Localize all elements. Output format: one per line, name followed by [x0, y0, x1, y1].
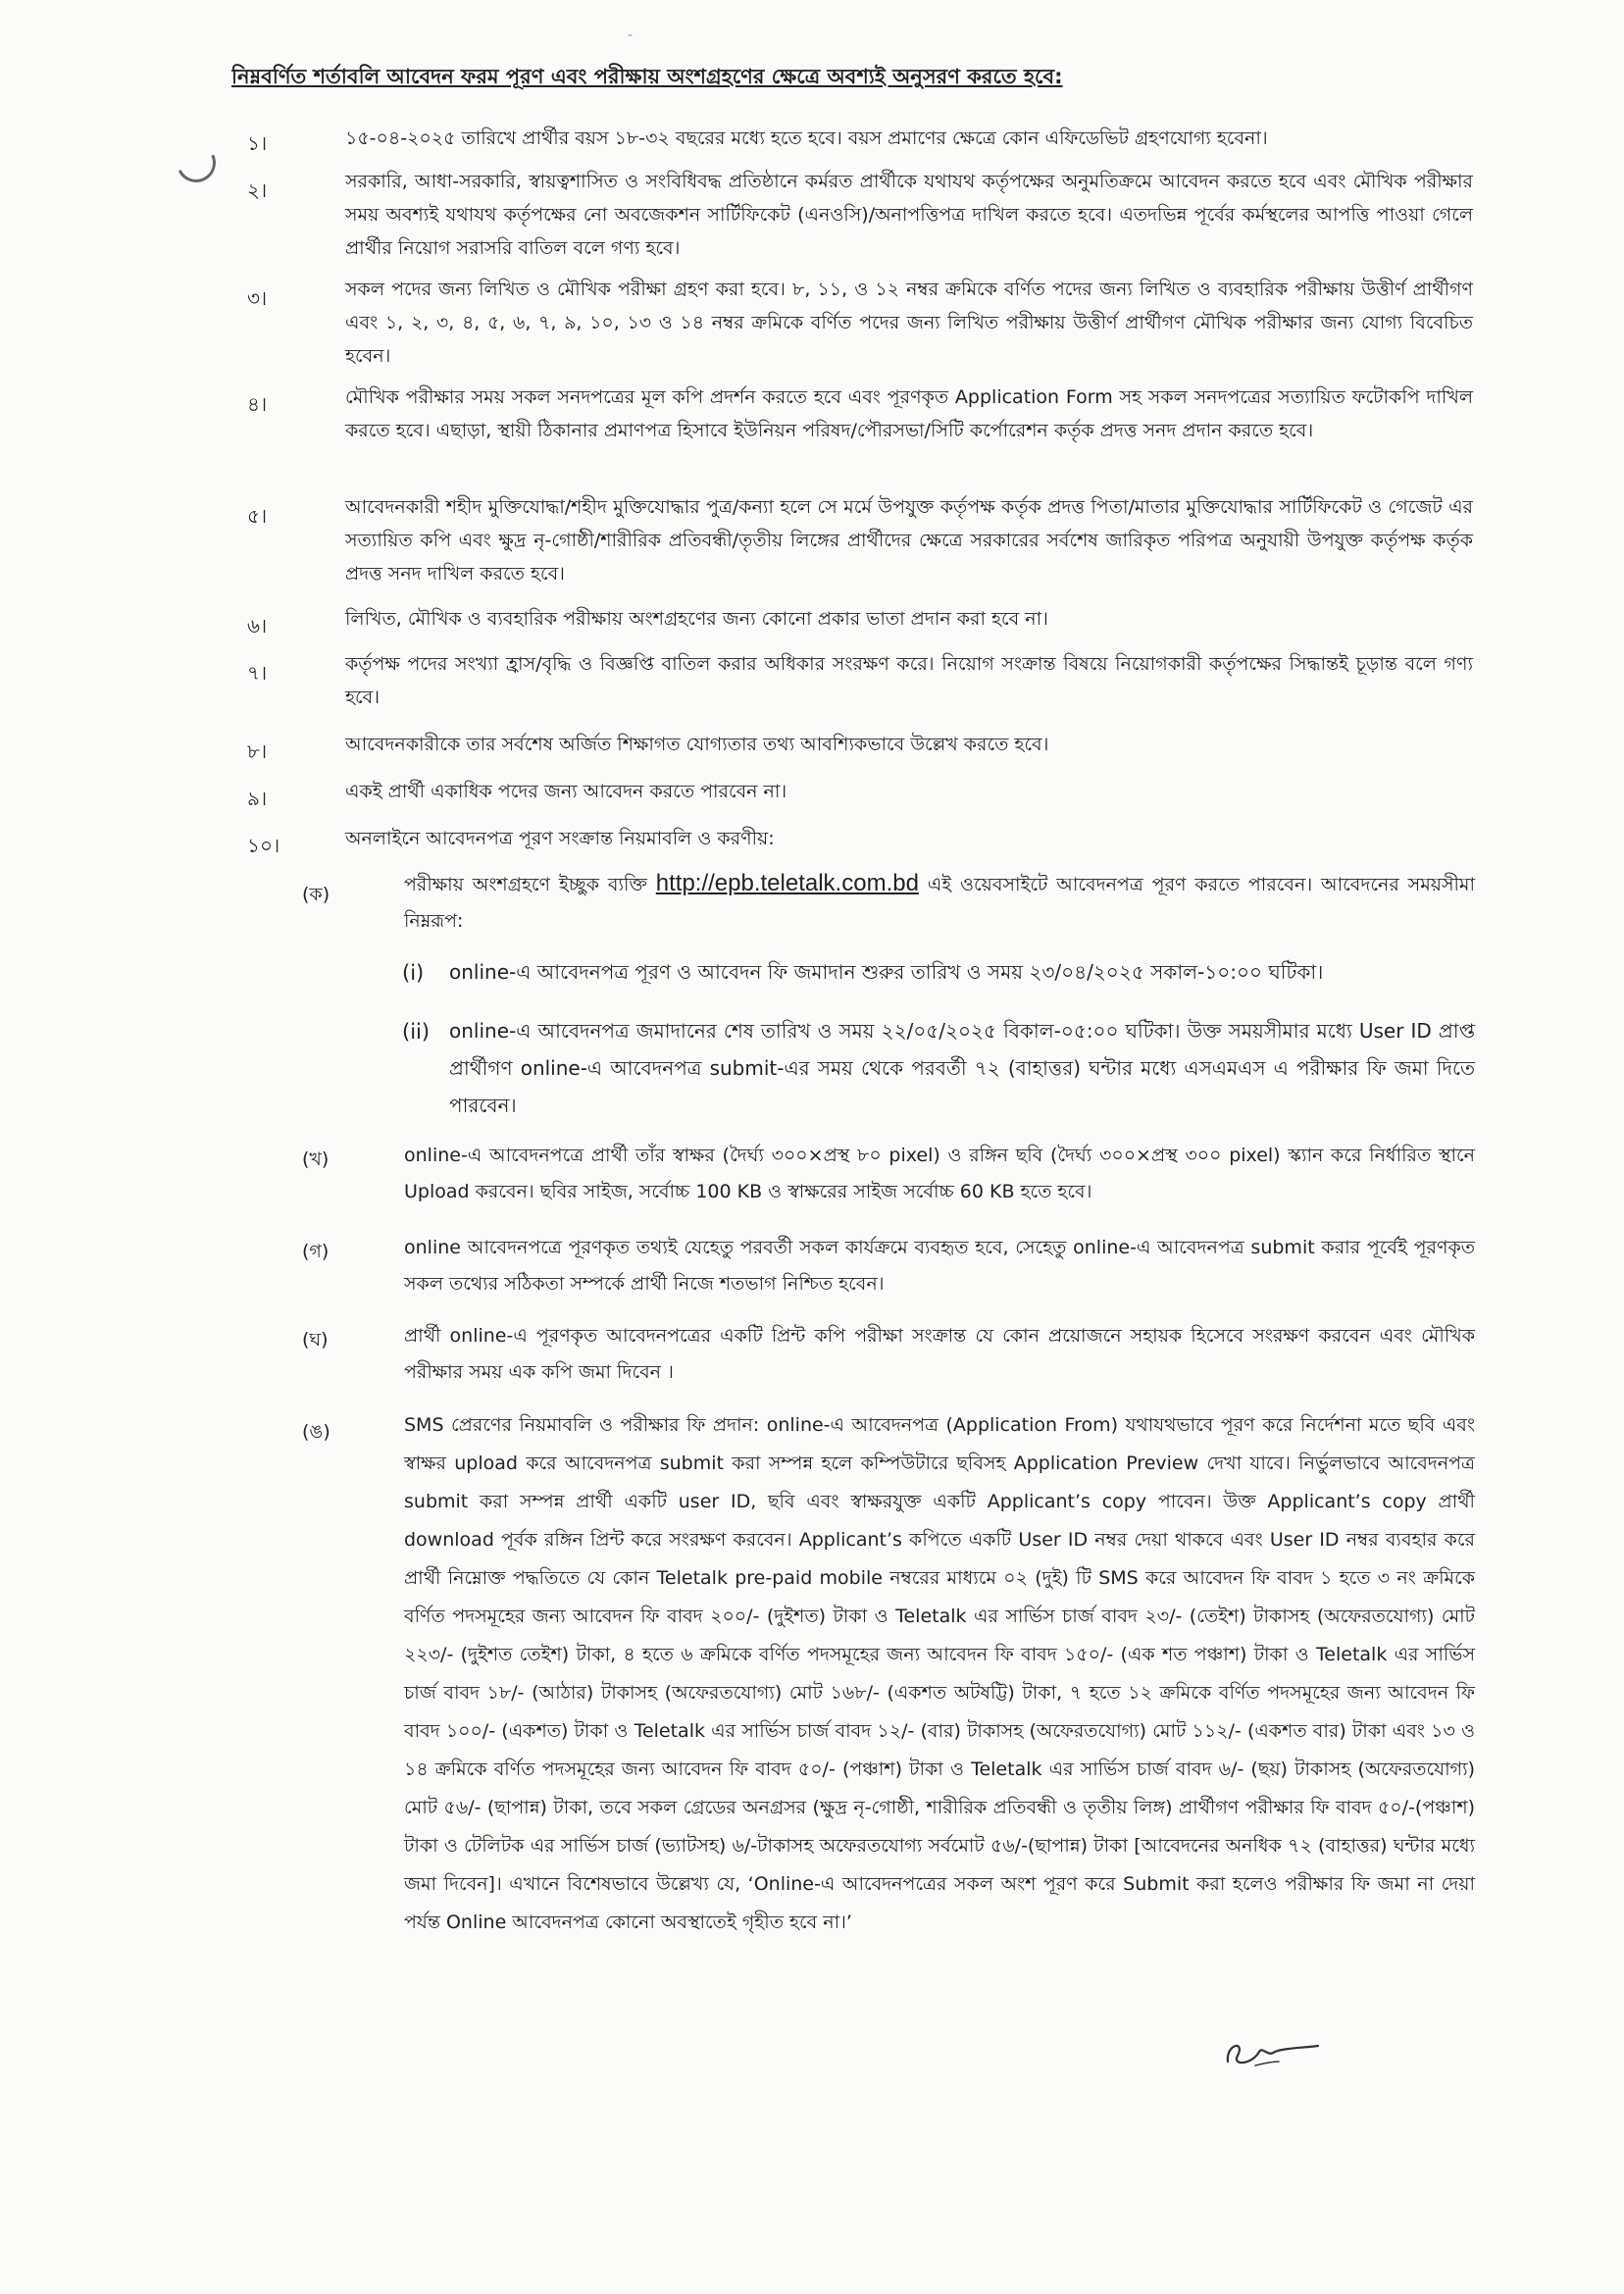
sub-item-label-gha: (ঘ)	[302, 1329, 329, 1351]
item-number-10: ১০।	[247, 834, 280, 857]
item-number-9: ৯।	[247, 787, 268, 810]
punch-hole-mark	[171, 137, 221, 187]
item-text-10: অনলাইনে আবেদনপত্র পূরণ সংক্রান্ত নিয়মাবলি ও করণীয়:	[345, 828, 775, 849]
sub-item-text-ga: online আবেদনপত্রে পূরণকৃত তথ্যই যেহেতু পরবর্তী সকল কার্যক্রমে ব্যবহৃত হবে, সেহেতু online-এ আবেদনপত্র submit করার পূর্বেই পূরণকৃত সকল তথ্যের সঠিকতা সম্পর্কে প্রার্থী নিজে শতভাগ নিশ্চিত হবেন।	[404, 1237, 1475, 1295]
item-text-1: ১৫-০৪-২০২৫ তারিখে প্রার্থীর বয়স ১৮-৩২ বছরের মধ্যে হতে হবে। বয়স প্রমাণের ক্ষেত্রে কোন এফিডেভিট গ্রহণযোগ্য হবেনা।	[345, 127, 1268, 149]
signature-initial-image	[1216, 2022, 1324, 2081]
item-number-5: ৫।	[247, 504, 268, 528]
item-number-6: ৬।	[247, 614, 268, 637]
item-number-3: ৩।	[247, 286, 268, 310]
roman-text-i: online-এ আবেদনপত্র পূরণ ও আবেদন ফি জমাদান শুরুর তারিখ ও সময় ২৩/০৪/২০২৫ সকাল-১০:০০ ঘটিকা।	[449, 960, 1324, 984]
sub-item-ka-before: পরীক্ষায় অংশগ্রহণে ইচ্ছুক ব্যক্তি	[404, 874, 656, 895]
sub-item-text-ka	[404, 865, 1475, 940]
sub-item-text-gha: প্রার্থী online-এ পূরণকৃত আবেদনপত্রের একটি প্রিন্ট কপি পরীক্ষা সংক্রান্ত যে কোন প্রয়োজনে সহায়ক হিসেবে সংরক্ষণ করবেন এবং মৌখিক পরীক্ষার সময় এক কপি জমা দিবেন ।	[404, 1325, 1475, 1383]
roman-text-ii: online-এ আবেদনপত্র জমাদানের শেষ তারিখ ও সময় ২২/০৫/২০২৫ বিকাল-০৫:০০ ঘটিকা। উক্ত সময়সীমার মধ্যে User ID প্রাপ্ত প্রার্থীগণ online-এ আবেদনপত্র submit-এর সময় থেকে পরবর্তী ৭২ (বাহাত্তর) ঘন্টার মধ্যে এসএমএস এ পরীক্ষার ফি জমা দিতে পারবেন।	[449, 1019, 1475, 1117]
item-text-3: সকল পদের জন্য লিখিত ও মৌখিক পরীক্ষা গ্রহণ করা হবে। ৮, ১১, ও ১২ নম্বর ক্রমিকে বর্ণিত পদের জন্য লিখিত ও ব্যবহারিক পরীক্ষায় উত্তীর্ণ প্রার্থীগণ এবং ১, ২, ৩, ৪, ৫, ৬, ৭, ৯, ১০, ১৩ ও ১৪ নম্বর ক্রমিকে বর্ণিত পদের জন্য লিখিত পরীক্ষায় উত্তীর্ণ প্রার্থীগণ মৌখিক পরীক্ষার জন্য যোগ্য বিবেচিত হবেন।	[345, 279, 1473, 367]
item-number-2: ২।	[247, 178, 268, 202]
item-text-2: সরকারি, আধা-সরকারি, স্বায়ত্বশাসিত ও সংবিধিবদ্ধ প্রতিষ্ঠানে কর্মরত প্রার্থীকে যথাযথ কর্তৃপক্ষের অনুমতিক্রমে আবেদন করতে হবে এবং মৌখিক পরীক্ষার সময় অবশ্যই যথাযথ কর্তৃপক্ষের নো অবজেকশন সার্টিফিকেট (এনওসি)/অনাপত্তিপত্র দাখিল করতে হবে। এতদভিন্ন পূর্বের কর্মস্থলের আপত্তি পাওয়া গেলে প্রার্থীর নিয়োগ সরাসরি বাতিল বলে গণ্য হবে।	[345, 171, 1473, 259]
item-text-9: একই প্রার্থী একাধিক পদের জন্য আবেদন করতে পারবেন না।	[345, 781, 787, 802]
item-text-4: মৌখিক পরীক্ষার সময় সকল সনদপত্রের মূল কপি প্রদর্শন করতে হবে এবং পূরণকৃত Application Form সহ সকল সনদপত্রের সত্যায়িত ফটোকপি দাখিল করতে হবে। এছাড়া, স্থায়ী ঠিকানার প্রমাণপত্র হিসাবে ইউনিয়ন পরিষদ/পৌরসভা/সিটি কর্পোরেশন কর্তৃক প্রদত্ত সনদ প্রদান করতে হবে।	[345, 386, 1473, 441]
item-text-6: লিখিত, মৌখিক ও ব্যবহারিক পরীক্ষায় অংশগ্রহণের জন্য কোনো প্রকার ভাতা প্রদান করা হবে না।	[345, 608, 1048, 630]
sub-item-text-kha: online-এ আবেদনপত্রে প্রার্থী তাঁর স্বাক্ষর (দৈর্ঘ্য ৩০০×প্রস্থ ৮০ pixel) ও রঙ্গিন ছবি (দৈর্ঘ্য ৩০০×প্রস্থ ৩০০ pixel) স্ক্যান করে নির্ধারিত স্থানে Upload করবেন। ছবির সাইজ, সর্বোচ্চ 100 KB ও স্বাক্ষরের সাইজ সর্বোচ্চ 60 KB হতে হবে।	[404, 1145, 1475, 1202]
roman-label-ii: (ii)	[402, 1020, 431, 1044]
sub-item-label-kha: (খ)	[302, 1148, 330, 1170]
sub-item-label-ga: (গ)	[302, 1241, 330, 1262]
item-text-8: আবেদনকারীকে তার সর্বশেষ অর্জিত শিক্ষাগত যোগ্যতার তথ্য আবশ্যিকভাবে উল্লেখ করতে হবে।	[345, 734, 1049, 755]
item-text-7: কর্তৃপক্ষ পদের সংখ্যা হ্রাস/বৃদ্ধি ও বিজ্ঞপ্তি বাতিল করার অধিকার সংরক্ষণ করে। নিয়োগ সংক্রান্ত বিষয়ে নিয়োগকারী কর্তৃপক্ষের সিদ্ধান্তই চূড়ান্ত বলে গণ্য হবে।	[345, 653, 1473, 708]
roman-label-i: (i)	[402, 961, 425, 985]
item-number-7: ৭।	[247, 661, 268, 685]
sub-item-label-ka: (ক)	[302, 884, 330, 905]
item-number-1: ১।	[247, 131, 268, 155]
application-website-link[interactable]: http://epb.teletalk.com.bd	[655, 870, 919, 896]
item-number-4: ৪।	[247, 392, 268, 416]
item-number-8: ৮।	[247, 739, 268, 763]
scan-speck: -	[628, 27, 634, 43]
instructions-heading: নিম্নবর্ণিত শর্তাবলি আবেদন ফরম পূরণ এবং পরীক্ষায় অংশগ্রহণের ক্ষেত্রে অবশ্যই অনুসরণ করতে হবে:	[231, 65, 1063, 88]
sub-item-text-uma: SMS প্রেরণের নিয়মাবলি ও পরীক্ষার ফি প্রদান: online-এ আবেদনপত্র (Application From) যথাযথভাবে পূরণ করে নির্দেশনা মতে ছবি এবং স্বাক্ষর upload করে আবেদনপত্র submit করা সম্পন্ন হলে কম্পিউটারে ছবিসহ Application Preview দেখা যাবে। নির্ভুলভাবে আবেদনপত্র submit করা সম্পন্ন প্রার্থী একটি user ID, ছবি এবং স্বাক্ষরযুক্ত একটি Applicant’s copy পাবেন। উক্ত Applicant’s copy প্রার্থী download পূর্বক রঙ্গিন প্রিন্ট করে সংরক্ষণ করবেন। Applicant’s কপিতে একটি User ID নম্বর দেয়া থাকবে এবং User ID নম্বর ব্যবহার করে প্রার্থী নিম্নোক্ত পদ্ধতিতে যে কোন Teletalk pre-paid mobile নম্বরের মাধ্যমে ০২ (দুই) টি SMS করে আবেদন ফি বাবদ ১ হতে ৩ নং ক্রমিকে বর্ণিত পদসমূহের জন্য আবেদন ফি বাবদ ২০০/- (দুইশত) টাকা ও Teletalk এর সার্ভিস চার্জ বাবদ ২৩/- (তেইশ) টাকাসহ (অফেরতযোগ্য) মোট ২২৩/- (দুইশত তেইশ) টাকা, ৪ হতে ৬ ক্রমিকে বর্ণিত পদসমূহের জন্য আবেদন ফি বাবদ ১৫০/- (এক শত পঞ্চাশ) টাকা ও Teletalk এর সার্ভিস চার্জ বাবদ ১৮/- (আঠার) টাকাসহ (অফেরতযোগ্য) মোট ১৬৮/- (একশত অটষট্টি) টাকা, ৭ হতে ১২ ক্রমিকে বর্ণিত পদসমূহের জন্য আবেদন ফি বাবদ ১০০/- (একশত) টাকা ও Teletalk এর সার্ভিস চার্জ বাবদ ১২/- (বার) টাকাসহ (অফেরতযোগ্য) মোট ১১২/- (একশত বার) টাকা এবং ১৩ ও ১৪ ক্রমিকে বর্ণিত পদসমূহের জন্য আবেদন ফি বাবদ ৫০/- (পঞ্চাশ) টাকা ও Teletalk এর সার্ভিস চার্জ বাবদ ৬/- (ছয়) টাকাসহ (অফেরতযোগ্য) মোট ৫৬/- (ছাপান্ন) টাকা, তবে সকল গ্রেডের অনগ্রসর (ক্ষুদ্র নৃ-গোষ্ঠী, শারীরিক প্রতিবন্ধী ও তৃতীয় লিঙ্গ) প্রার্থীগণ পরীক্ষার ফি বাবদ ৫০/-(পঞ্চাশ) টাকা ও টেলিটক এর সার্ভিস চার্জ (ভ্যাটসহ) ৬/-টাকাসহ অফেরতযোগ্য সর্বমোট ৫৬/-(ছাপান্ন) টাকা [আবেদনের অনধিক ৭২ (বাহাত্তর) ঘন্টার মধ্যে জমা দিবেন]। এখানে বিশেষভাবে উল্লেখ্য যে, ‘Online-এ আবেদনপত্রের সকল অংশ পূরণ করে Submit করা হলেও পরীক্ষার ফি জমা না দেয়া পর্যন্ত Online আবেদনপত্র কোনো অবস্থাতেই গৃহীত হবে না।’	[404, 1414, 1475, 1933]
sub-item-ka-after: এই ওয়েবসাইটে আবেদনপত্র পূরণ করতে পারবেন। আবেদনের সময়সীমা নিম্নরূপ:	[404, 874, 1475, 932]
sub-item-label-uma: (ঙ)	[302, 1421, 330, 1443]
item-text-5: আবেদনকারী শহীদ মুক্তিযোদ্ধা/শহীদ মুক্তিযোদ্ধার পুত্র/কন্যা হলে সে মর্মে উপযুক্ত কর্তৃপক্ষ কর্তৃক প্রদত্ত পিতা/মাতার মুক্তিযোদ্ধার সার্টিফিকেট ও গেজেট এর সত্যায়িত কপি এবং ক্ষুদ্র নৃ-গোষ্ঠী/শারীরিক প্রতিবন্ধী/তৃতীয় লিঙ্গের প্রার্থীদের ক্ষেত্রে সরকারের সর্বশেষ জারিকৃত পরিপত্র অনুযায়ী উপযুক্ত কর্তৃপক্ষ কর্তৃক প্রদত্ত সনদ দাখিল করতে হবে।	[345, 496, 1473, 585]
